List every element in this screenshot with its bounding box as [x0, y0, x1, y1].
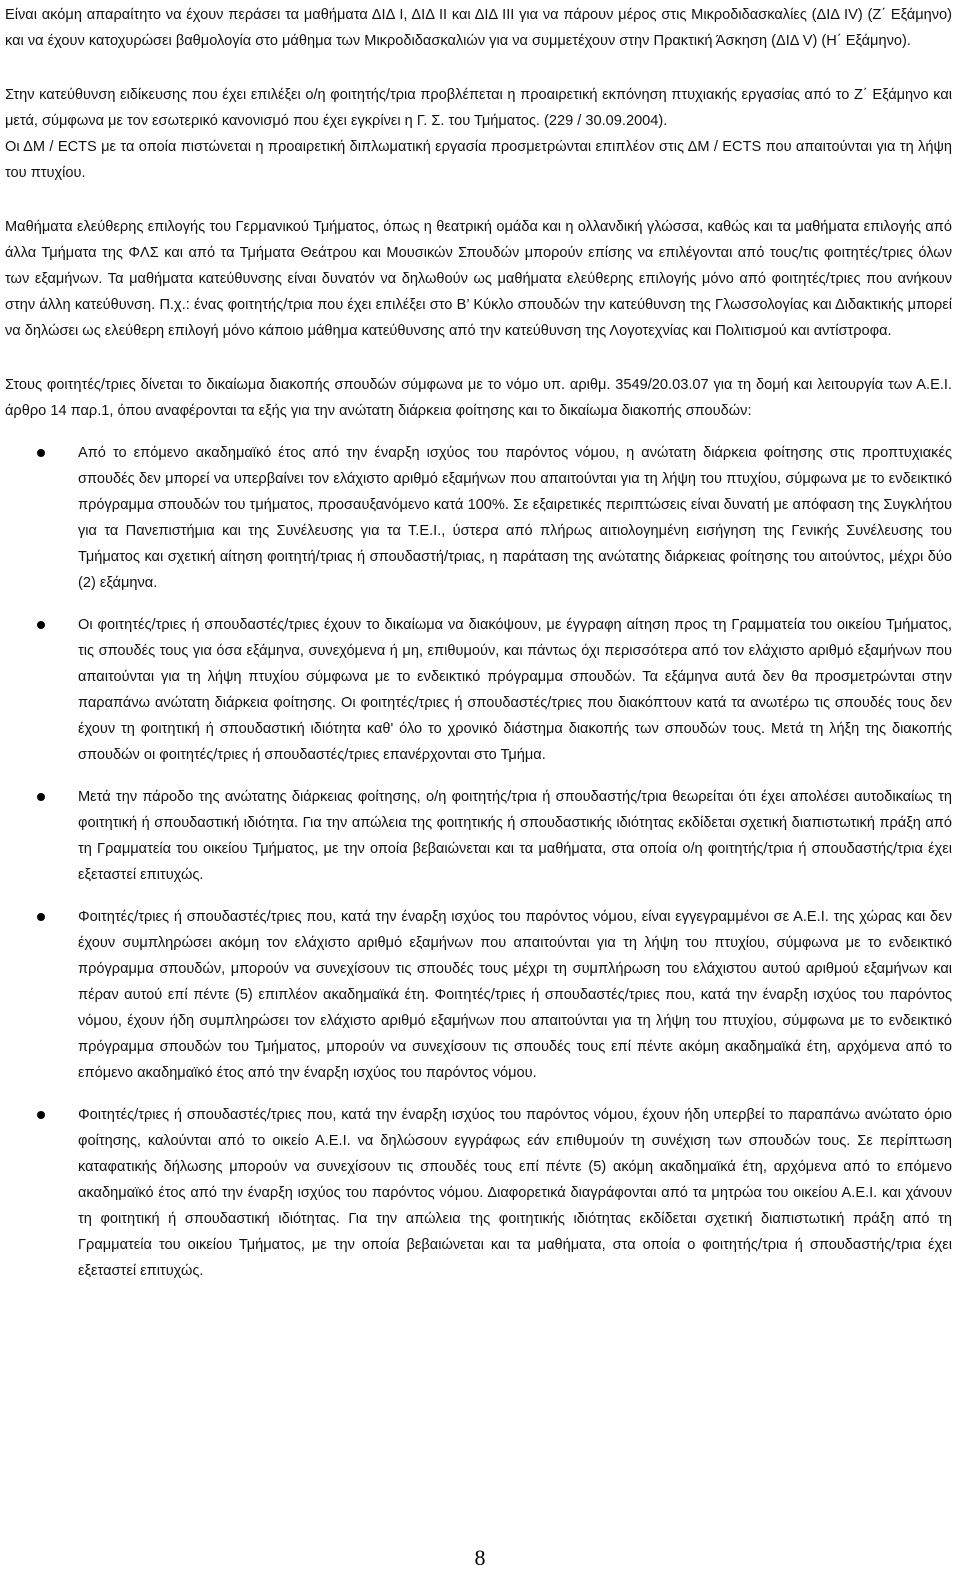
- page-number: 8: [474, 1545, 486, 1570]
- document-page: [5, 0, 952, 1300]
- paragraph-prerequisites: Είναι ακόμη απαραίτητο να έχουν περάσει τα μαθήματα ΔΙΔ Ι, ΔΙΔ ΙΙ και ΔΙΔ ΙΙΙ για να πάρουν μέρος στις Μικροδιδασκαλίες (ΔΙΔ ΙV) (Ζ΄ Εξάμηνο) και να έχουν κατοχυρώσει βαθμολογία στο μάθημα των Μικροδιδασκαλιών για να συμμετέχουν στην Πρακτική Άσκηση (ΔΙΔ V) (Η΄ Εξάμηνο).: [5, 7, 952, 49]
- list-item-text: Μετά την πάροδο της ανώτατης διάρκειας φοίτησης, ο/η φοιτητής/τρια ή σπουδαστής/τρια θεωρείται ότι έχει απολέσει αυτοδικαίως τη φοιτητική ή σπουδαστική ιδιότητα. Για την απώλεια της φοιτητικής ή σπουδαστικής ιδιότητας εκδίδεται σχετική διαπιστωτική πράξη από τη Γραμματεία του οικείου Τμήματος, με την οποία βεβαιώνεται και τα μαθήματα, στα οποία ο/η φοιτητής/τρια ή σπουδαστής/τρια έχει εξεταστεί επιτυχώς.: [78, 789, 952, 883]
- list-item-text: Φοιτητές/τριες ή σπουδαστές/τριες που, κατά την έναρξη ισχύος του παρόντος νόμου, έχουν ήδη υπερβεί το παραπάνω ανώτατο όριο φοίτησης, καλούνται από το οικείο Α.Ε.Ι. να δηλώσουν εγγράφως εάν επιθυμούν τη συνέχιση των σπουδών τους. Σε περίπτωση καταφατικής δήλωσης μπορούν να συνεχίσουν τις σπουδές τους επί πέντε (5) ακόμη ακαδημαϊκά έτη, αρχόμενα από το επόμενο ακαδημαϊκό έτος από την έναρξη ισχύος του παρόντος νόμου. Διαφορετικά διαγράφονται από τα μητρώα του οικείου Α.Ε.Ι. και χάνουν τη φοιτητική ή σπουδαστική ιδιότητας. Για την απώλεια της φοιτητικής ιδιότητας εκδίδεται σχετική διαπιστωτική πράξη από τη Γραμματεία του οικείου Τμήματος, με την οποία βεβαιώνεται και τα μαθήματα, στα οποία ο φοιτητής/τρια ή σπουδαστής/τρια έχει εξεταστεί επιτυχώς.: [78, 1107, 952, 1279]
- list-item-text: Από το επόμενο ακαδημαϊκό έτος από την έναρξη ισχύος του παρόντος νόμου, η ανώτατη διάρκεια φοίτησης στις προπτυχιακές σπουδές δεν μπορεί να υπερβαίνει τον ελάχιστο αριθμό εξαμήνων που απαιτούνται για τη λήψη του πτυχίου, σύμφωνα με το ενδεικτικό πρόγραμμα σπουδών του τμήματος, προσαυξανόμενο κατά 100%. Σε εξαιρετικές περιπτώσεις είναι δυνατή με απόφαση της Συγκλήτου για τα Πανεπιστήμια και της Συνέλευσης για τα Τ.Ε.Ι., ύστερα από πλήρως αιτιολογημένη εισήγηση της Γενικής Συνέλευσης του Τμήματος και σχετική αίτηση φοιτητή/τριας ή σπουδαστή/τριας, η παράταση της ανώτατης διάρκειας φοίτησης του αιτούντος, μέχρι δύο (2) εξάμηνα.: [78, 445, 952, 591]
- bullet-icon: [37, 913, 45, 921]
- bullet-icon: [37, 1111, 45, 1119]
- paragraph-ects: Οι ΔΜ / ECTS με τα οποία πιστώνεται η προαιρετική διπλωματική εργασία προσμετρώνται επιπλέον στις ΔΜ / ECTS που απαιτούνται για τη λήψη του πτυχίου.: [5, 139, 952, 181]
- list-item: [5, 440, 952, 596]
- bullet-list: [5, 440, 952, 1284]
- list-item-text: Φοιτητές/τριες ή σπουδαστές/τριες που, κατά την έναρξη ισχύος του παρόντος νόμου, είναι εγγεγραμμένοι σε Α.Ε.Ι. της χώρας και δεν έχουν συμπληρώσει ακόμη τον ελάχιστο αριθμό εξαμήνων που απαιτούνται για τη λήψη του πτυχίου, σύμφωνα με το ενδεικτικό πρόγραμμα σπουδών, μπορούν να συνεχίσουν τις σπουδές τους μέχρι τη συμπλήρωση του ελάχιστου αυτού αριθμού εξαμήνων και πέραν αυτού επί πέντε (5) επιπλέον ακαδημαϊκά έτη. Φοιτητές/τριες ή σπουδαστές/τριες που, κατά την έναρξη ισχύος του παρόντος νόμου, έχουν ήδη συμπληρώσει τον ελάχιστο αριθμό εξαμήνων που απαιτούνται για τη λήψη του πτυχίου, σύμφωνα με το ενδεικτικό πρόγραμμα σπουδών του Τμήματος, μπορούν να συνεχίσουν τις σπουδές τους επί πέντε ακόμη ακαδημαϊκά έτη, αρχόμενα από το επόμενο ακαδημαϊκό έτος από την έναρξη ισχύος του παρόντος νόμου.: [78, 909, 952, 1081]
- list-item-text: Οι φοιτητές/τριες ή σπουδαστές/τριες έχουν το δικαίωμα να διακόψουν, με έγγραφη αίτηση προς τη Γραμματεία του οικείου Τμήματος, τις σπουδές τους για όσα εξάμηνα, συνεχόμενα ή μη, επιθυμούν, και πάντως όχι περισσότερα από τον ελάχιστο αριθμό εξαμήνων που απαιτούνται για τη λήψη πτυχίου σύμφωνα με το ενδεικτικό πρόγραμμα σπουδών. Τα εξάμηνα αυτά δεν θα προσμετρώνται στην παραπάνω ανώτατη διάρκεια φοίτησης. Οι φοιτητές/τριες ή σπουδαστές/τριες που διακόπτουν κατά τα ανωτέρω τις σπουδές τους δεν έχουν τη φοιτητική ή σπουδαστική ιδιότητα καθ' όλο το χρονικό διάστημα διακοπής των σπουδών τους. Μετά τη λήξη της διακοπής σπουδών οι φοιτητές/τριες ή σπουδαστές/τριες επανέρχονται στο Τμήμα.: [78, 617, 952, 763]
- paragraph-thesis: Στην κατεύθυνση ειδίκευσης που έχει επιλέξει ο/η φοιτητής/τρια προβλέπεται η προαιρετική εκπόνηση πτυχιακής εργασίας από το Ζ΄ Εξάμηνο και μετά, σύμφωνα με τον εσωτερικό κανονισμό που έχει εγκρίνει η Γ. Σ. του Τμήματος. (229 / 30.09.2004).: [5, 87, 952, 129]
- paragraph-free-electives: Μαθήματα ελεύθερης επιλογής του Γερμανικού Τμήματος, όπως η θεατρική ομάδα και η ολλανδική γλώσσα, καθώς και τα μαθήματα επιλογής από άλλα Τμήματα της ΦΛΣ και από τα Τμήματα Θεάτρου και Μουσικών Σπουδών μπορούν επίσης να επιλέγονται από τους/τις φοιτητές/τριες όλων των εξαμήνων. Τα μαθήματα κατεύθυνσης είναι δυνατόν να δηλωθούν ως μαθήματα ελεύθερης επιλογής μόνο από φοιτητές/τριες που ανήκουν στην άλλη κατεύθυνση. Π.χ.: ένας φοιτητής/τρια που έχει επιλέξει στο Β’ Κύκλο σπουδών την κατεύθυνση της Γλωσσολογίας και Διδακτικής μπορεί να δηλώσει ως ελεύθερη επιλογή μόνο κάποιο μάθημα κατεύθυνσης από την κατεύθυνση της Λογοτεχνίας και Πολιτισμού και αντίστροφα.: [5, 219, 952, 339]
- list-item: [5, 1102, 952, 1284]
- list-item: [5, 904, 952, 1086]
- list-item: [5, 784, 952, 888]
- list-item: [5, 612, 952, 768]
- paragraph-study-interruption: Στους φοιτητές/τριες δίνεται το δικαίωμα διακοπής σπουδών σύμφωνα με το νόμο υπ. αριθμ. 3549/20.03.07 για τη δομή και λειτουργία των Α.Ε.Ι. άρθρο 14 παρ.1, όπου αναφέρονται τα εξής για την ανώτατη διάρκεια φοίτησης και το δικαίωμα διακοπής σπουδών:: [5, 377, 952, 419]
- bullet-icon: [37, 621, 45, 629]
- bullet-icon: [37, 449, 45, 457]
- bullet-icon: [37, 793, 45, 801]
